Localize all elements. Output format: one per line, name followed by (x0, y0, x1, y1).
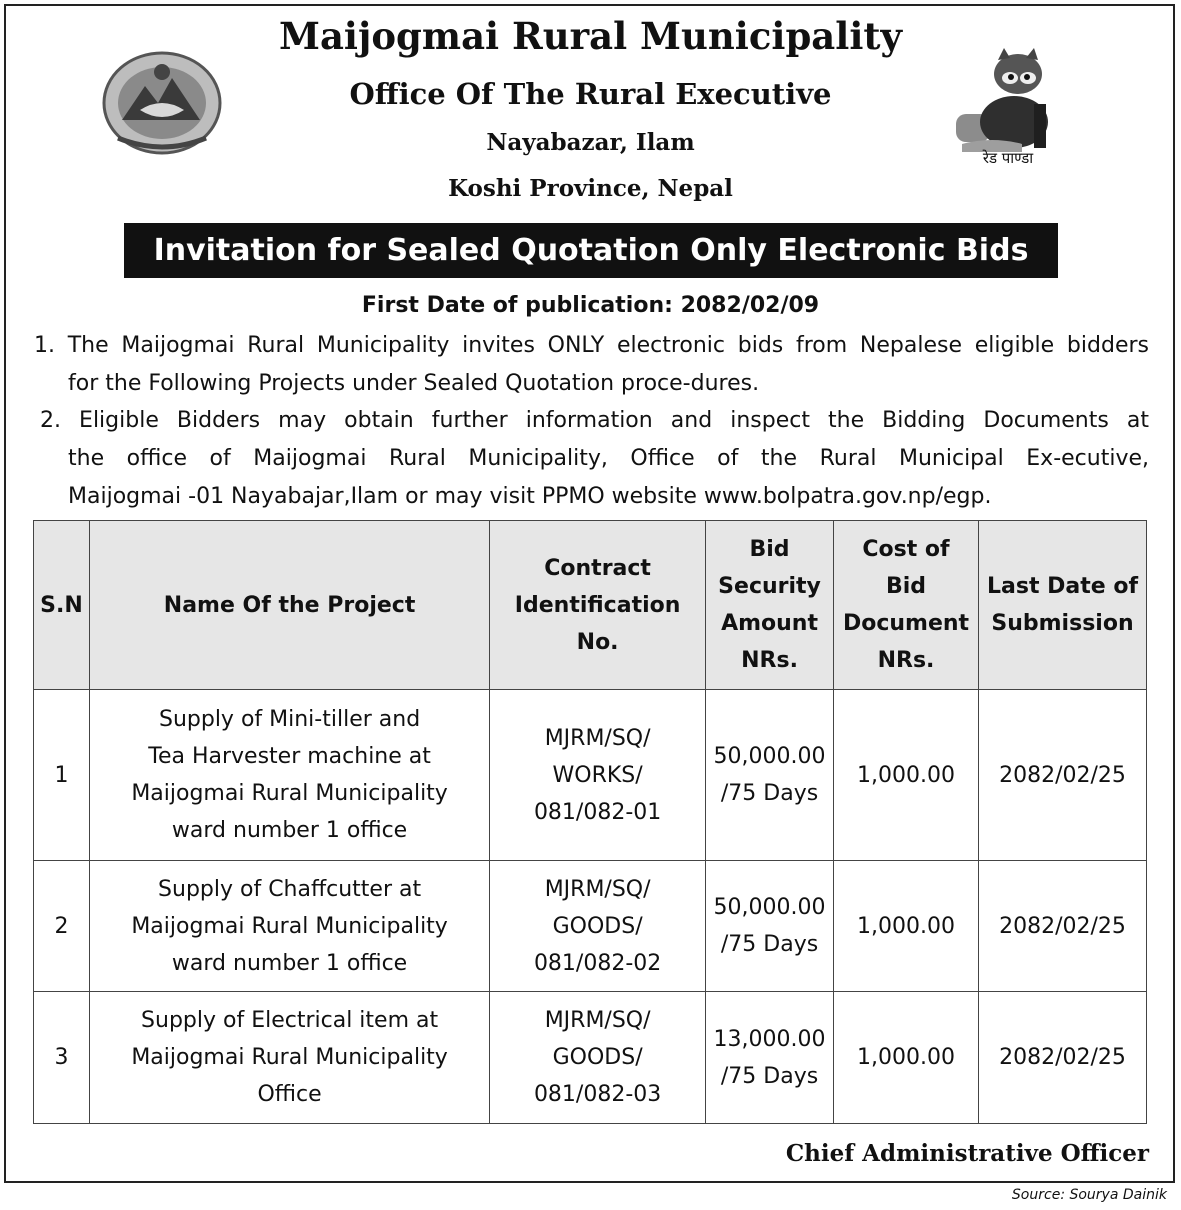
cell-cost: 1,000.00 (834, 992, 979, 1124)
contract-line: 081/082-03 (533, 1082, 662, 1107)
cell-last-date: 2082/02/25 (979, 992, 1147, 1124)
office-title: Office Of The Rural Executive (349, 77, 832, 111)
bid-amount: 13,000.00 (713, 1026, 826, 1052)
bids-table (33, 520, 1147, 1124)
header-cost: Cost of Bid Document NRs. (834, 521, 979, 690)
project-line: ward number 1 office (171, 950, 408, 976)
project-line: ward number 1 office (171, 818, 408, 843)
header-last-date: Last Date of Submission (979, 521, 1147, 690)
cell-last-date: 2082/02/25 (979, 690, 1147, 861)
cell-cost: 1,000.00 (834, 861, 979, 992)
cell-last-date: 2082/02/25 (979, 861, 1147, 992)
municipality-title: Maijogmai Rural Municipality (279, 14, 902, 58)
project-line: Office (257, 1082, 322, 1107)
contract-line: MJRM/SQ/ (544, 876, 651, 902)
paragraph-2-line-2: the office of Maijogmai Rural Municipality, Office of the Rural Municipal Ex-ecutive, (68, 446, 1149, 471)
contract-line: 081/082-01 (533, 799, 662, 825)
contract-line: 081/082-02 (533, 950, 662, 976)
cell-bid-security (706, 992, 834, 1124)
address-line: Nayabazar, Ilam (486, 129, 695, 156)
paragraph-1-line-2: for the Following Projects under Sealed Quotation proce-dures. (68, 371, 760, 396)
table-row (34, 861, 1147, 992)
table-row (34, 690, 1147, 861)
cell-sn: 1 (34, 690, 90, 861)
cell-bid-security (706, 690, 834, 861)
table-header-row (34, 521, 1147, 690)
paragraph-2 (40, 402, 1149, 516)
cell-project (89, 992, 489, 1124)
cell-project (89, 861, 489, 992)
bid-validity: /75 Days (720, 1063, 819, 1089)
project-line: Maijogmai Rural Municipality (131, 1045, 448, 1070)
cell-project (89, 690, 489, 861)
bid-amount: 50,000.00 (713, 895, 826, 920)
cell-bid-security (706, 861, 834, 992)
contract-line: GOODS/ (552, 913, 643, 939)
cell-contract-id (490, 992, 706, 1124)
cell-contract-id (490, 861, 706, 992)
panda-caption: रेड पाण्डा (982, 149, 1034, 167)
signature-title: Chief Administrative Officer (785, 1140, 1149, 1167)
header-project: Name Of the Project (89, 521, 489, 690)
header-bid-security: Bid Security Amount NRs. (706, 521, 834, 690)
source-credit: Source: Sourya Dainik (1011, 1187, 1167, 1203)
publication-date: First Date of publication: 2082/02/09 (361, 293, 820, 318)
paragraph-2-line-1: 2. Eligible Bidders may obtain further information and inspect the Bidding Documents at (40, 408, 1149, 433)
cell-contract-id (490, 690, 706, 861)
contract-line: MJRM/SQ/ (544, 725, 651, 751)
paragraph-1-line-1: 1. The Maijogmai Rural Municipality invites ONLY electronic bids from Nepalese eligible bidders (34, 333, 1149, 358)
contract-line: MJRM/SQ/ (544, 1008, 651, 1033)
province-line: Koshi Province, Nepal (448, 175, 733, 202)
paragraph-2-line-3: Maijogmai -01 Nayabajar,Ilam or may visit PPMO website www.bolpatra.gov.np/egp. (68, 484, 992, 509)
bid-amount: 50,000.00 (713, 744, 826, 769)
cell-cost: 1,000.00 (834, 690, 979, 861)
project-line: Supply of Mini-tiller and (158, 707, 421, 732)
project-line: Supply of Electrical item at (141, 1008, 439, 1033)
project-line: Supply of Chaffcutter at (158, 876, 422, 902)
cell-sn: 3 (34, 992, 90, 1124)
table-row (34, 992, 1147, 1124)
header-contract-id: Contract Identification No. (490, 521, 706, 690)
contract-line: WORKS/ (552, 762, 643, 788)
project-line: Tea Harvester machine at (148, 744, 431, 769)
project-line: Maijogmai Rural Municipality (131, 913, 448, 939)
cell-sn: 2 (34, 861, 90, 992)
bid-validity: /75 Days (720, 781, 819, 806)
notice-title-banner: Invitation for Sealed Quotation Only Electronic Bids (124, 223, 1058, 278)
contract-line: GOODS/ (552, 1045, 643, 1070)
project-line: Maijogmai Rural Municipality (131, 781, 448, 806)
paragraph-1 (34, 327, 1149, 403)
bid-validity: /75 Days (720, 932, 819, 957)
header-sn: S.N (34, 521, 90, 690)
